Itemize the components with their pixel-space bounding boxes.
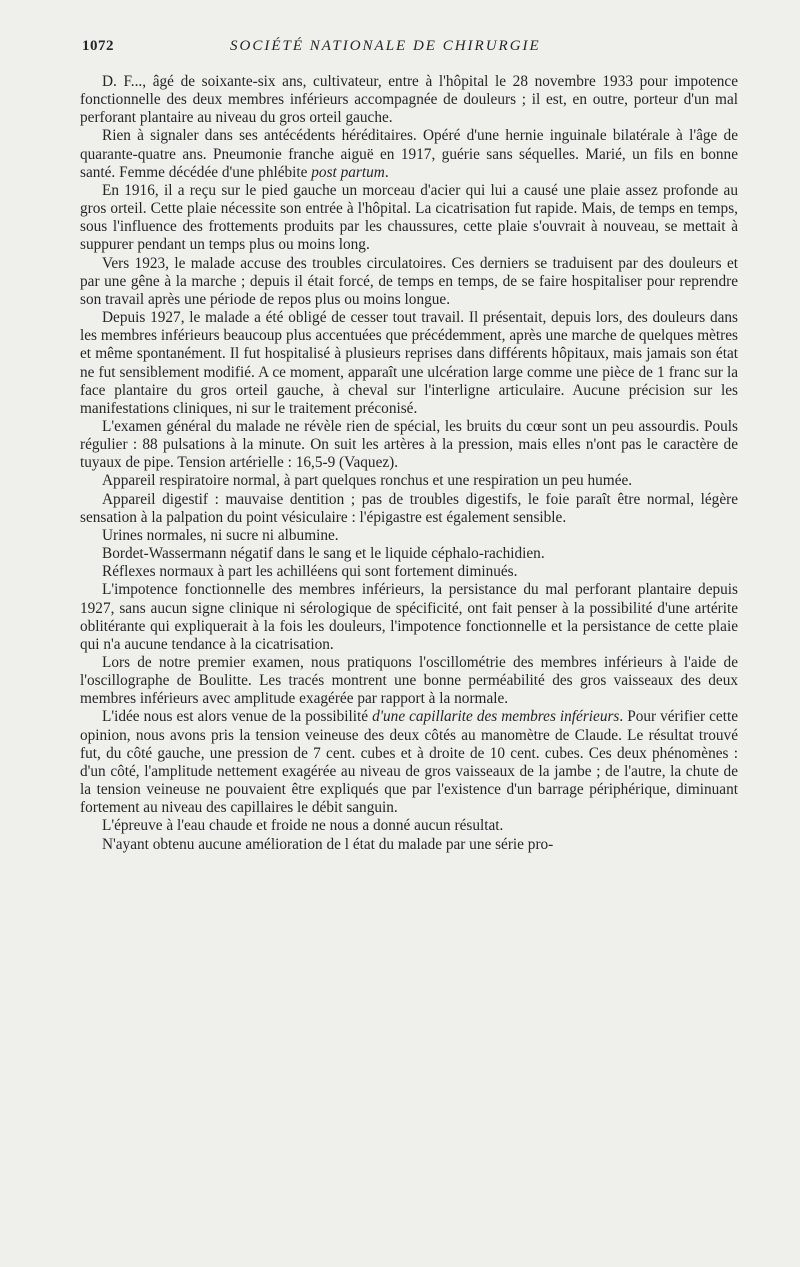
- paragraph-bordet-wassermann: Bordet-Wassermann négatif dans le sang et le liquide céphalo-rachidien.: [102, 545, 545, 563]
- body-text: [80, 73, 738, 854]
- paragraph-respiratory: Appareil respiratoire normal, à part quelques ronchus et une respiration un peu humée.: [102, 472, 633, 490]
- paragraph-water-test: L'épreuve à l'eau chaude et froide ne nous a donné aucun résultat.: [102, 817, 504, 835]
- paragraph-continuation: N'ayant obtenu aucune amélioration de l état du malade par une série pro-: [102, 835, 554, 853]
- paragraph-1927-work-stop: Depuis 1927, le malade a été obligé de cesser tout travail. Il présentait, depuis lors, des douleurs dans les membres inférieurs beaucoup plus accentuées que précédemment, après une marche de quelques mètres et même spontanément. Il fut hospitalisé à plusieurs reprises dans différents hôpitaux, mais jamais son état ne fut sensiblement modifié. A ce moment, apparaît une ulcération large comme une pièce de 1 franc sur la face plantaire du gros orteil gauche, à cheval sur l'interligne articulaire. Aucune précision sur les manifestations cliniques, ni sur le traitement préconisé.: [80, 309, 738, 417]
- paragraph-general-exam: L'examen général du malade ne révèle rien de spécial, les bruits du cœur sont un peu assourdis. Pouls régulier : 88 pulsations à la minute. On suit les artères à la pression, mais elles n'ont pas le caractère de tuyaux de pipe. Tension artérielle : 16,5-9 (Vaquez).: [80, 417, 738, 472]
- paragraph-history: Rien à signaler dans ses antécédents héréditaires. Opéré d'une hernie inguinale bilatérale à l'âge de quarante-quatre ans. Pneumonie franche aiguë en 1917, guérie sans séquelles. Marié, un fils en bonne santé. Femme décédée d'une phlébite post partum.: [80, 127, 738, 181]
- paragraph-reflexes: Réflexes normaux à part les achilléens qui sont fortement diminués.: [102, 563, 518, 581]
- paragraph-urines: Urines normales, ni sucre ni albumine.: [102, 526, 339, 544]
- page-header: [82, 38, 742, 60]
- paragraph-case-intro: D. F..., âgé de soixante-six ans, cultivateur, entre à l'hôpital le 28 novembre 1933 pour impotence fonctionnelle des deux membres inférieurs accompagnée de douleurs ; il est, en outre, porteur d'un mal perforant plantaire au niveau du gros orteil gauche.: [80, 73, 738, 127]
- page-number: 1072: [82, 38, 114, 54]
- italic-phrase: post partum: [311, 163, 385, 181]
- italic-phrase: d'une capillarite des membres inférieurs: [372, 708, 620, 726]
- paragraph-capillarity: L'idée nous est alors venue de la possibilité d'une capillarite des membres inférieurs. Pour vérifier cette opinion, nous avons pris la tension veineuse des deux côtés au manomètre de Claude. Le résultat trouvé fut, du côté gauche, une pression de 7 cent. cubes et à droite de 10 cent. cubes. Ces deux phénomènes : d'un côté, l'amplitude nettement exagérée au niveau de gros vaisseaux de la jambe ; de l'autre, la chute de la tension veineuse ne pouvaient être expliqués que par l'existence d'un barrage périphérique, diminuant fortement au niveau des capillaires le débit sanguin.: [80, 708, 738, 817]
- paragraph-1923-troubles: Vers 1923, le malade accuse des troubles circulatoires. Ces derniers se traduisent par des douleurs et par une gêne à la marche ; depuis il était forcé, de temps en temps, de se faire hospitaliser pour reprendre son travail après une période de repos plus ou moins longue.: [80, 254, 738, 308]
- paragraph-impotence: L'impotence fonctionnelle des membres inférieurs, la persistance du mal perforant plantaire depuis 1927, sans aucun signe clinique ni sérologique de spécificité, ont fait penser à la possibilité d'une artérite oblitérante qui expliquerait à la fois les douleurs, l'impotence fonctionnelle et la persistance de cette plaie qui n'a aucune tendance à la cicatrisation.: [80, 581, 738, 653]
- paragraph-digestive: Appareil digestif : mauvaise dentition ; pas de troubles digestifs, le foie paraît être normal, légère sensation à la palpation du point vésiculaire : l'épigastre est également sensible.: [80, 490, 738, 526]
- running-title: SOCIÉTÉ NATIONALE DE CHIRURGIE: [230, 38, 541, 54]
- paragraph-oscillometry: Lors de notre premier examen, nous pratiquons l'oscillométrie des membres inférieurs à l'aide de l'oscillographe de Boulitte. Les tracés montrent une bonne perméabilité des gros vaisseaux des deux membres inférieurs avec amplitude exagérée par rapport à la normale.: [80, 654, 738, 708]
- paragraph-1916-injury: En 1916, il a reçu sur le pied gauche un morceau d'acier qui lui a causé une plaie assez profonde au gros orteil. Cette plaie nécessite son entrée à l'hôpital. La cicatrisation fut rapide. Mais, de temps en temps, sous l'influence des frottements produits par les chaussures, cette plaie s'ouvrait à nouveau, se mettait à suppurer pendant un temps plus ou moins long.: [80, 181, 738, 254]
